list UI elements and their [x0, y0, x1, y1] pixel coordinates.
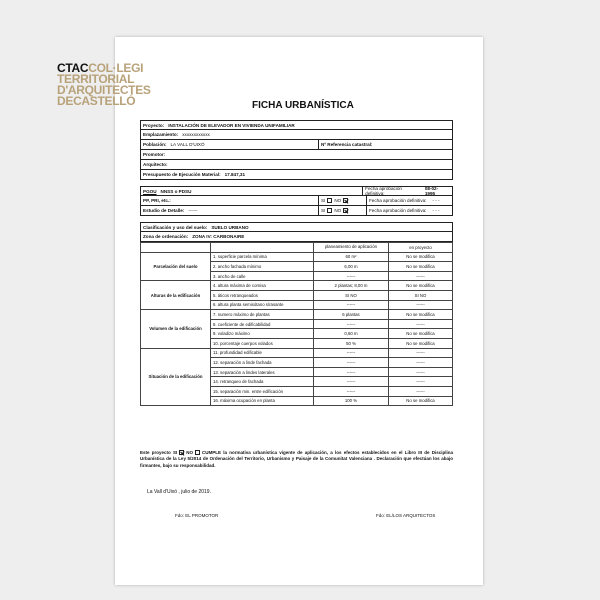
- ref-catastral-label: Nº Referencia catastral:: [321, 142, 373, 147]
- project-value: ------: [389, 358, 453, 368]
- pp-no-label: NO: [334, 198, 342, 203]
- poblacion-value: LA VALL D'UIXÓ: [170, 142, 205, 147]
- plan-value: ------: [314, 300, 389, 310]
- parameter-name: 15. separación min. entre edificación: [211, 386, 314, 396]
- plan-value: ------: [314, 271, 389, 281]
- pp-si-label: SI: [321, 198, 326, 203]
- ed-label: Estudio de Detalle:: [143, 208, 185, 213]
- logo-ctac: CTAC: [57, 61, 89, 75]
- proyecto-row: [140, 120, 453, 130]
- group-label: Volumen de la edificación: [141, 310, 211, 348]
- document-title: FICHA URBANÍSTICA: [252, 100, 354, 111]
- legal-no: NO: [186, 450, 194, 455]
- project-value: No se modifica: [389, 252, 453, 262]
- parameter-name: 12. separación a linde fachada: [211, 358, 314, 368]
- table-header: [141, 243, 453, 253]
- project-value: No se modifica: [389, 329, 453, 339]
- uso-row: [140, 222, 453, 232]
- ed-date-label: Fecha aprobación definitiva:: [369, 208, 427, 213]
- parameter-name: 14. retranqueo de fachada: [211, 377, 314, 387]
- parameter-name: 5. áticos retranqueados: [211, 290, 314, 300]
- zona-label: Zona de ordenación:: [143, 234, 189, 239]
- group-label: Parcelación del suelo: [141, 252, 211, 281]
- ed-date: - - -: [432, 208, 440, 213]
- plan-value: 0,60 m: [314, 329, 389, 339]
- table-row: [141, 252, 453, 262]
- parameters-table: [140, 242, 453, 406]
- parameter-name: 11. profundidad edificable: [211, 348, 314, 358]
- plan-value: 2 plantas; 8,00 m: [314, 281, 389, 291]
- plan-value: ------: [314, 367, 389, 377]
- pp-no-checkbox[interactable]: [343, 198, 348, 203]
- signature-promotor: Fdo: EL PROMOTOR: [175, 513, 219, 518]
- header-project: en proyecto: [389, 243, 453, 253]
- plan-value: ------: [314, 319, 389, 329]
- plan-value: 100 %: [314, 396, 389, 406]
- promotor-label: Promotor:: [143, 152, 166, 157]
- parameter-name: 9. voladizo máximo: [211, 329, 314, 339]
- place-date: La Vall d'Uixó , julio de 2019.: [147, 489, 211, 495]
- presupuesto-label: Presupuesto de Ejecución Material:: [143, 172, 221, 177]
- pp-row: [140, 196, 453, 206]
- parameter-name: 16. máxima ocupación en planta: [211, 396, 314, 406]
- project-value: No se modifica: [389, 396, 453, 406]
- ed-no-checkbox[interactable]: [343, 208, 348, 213]
- pp-si-checkbox[interactable]: [327, 198, 332, 203]
- parameter-name: 13. separación a lindes laterales: [211, 367, 314, 377]
- legal-no-checkbox[interactable]: [195, 450, 200, 455]
- table-row: [141, 281, 453, 291]
- header-empty-cell: [141, 243, 211, 253]
- legal-start: Este proyecto SI: [140, 450, 178, 455]
- poblacion-label: Población:: [143, 142, 167, 147]
- plan-value: 60 m²: [314, 252, 389, 262]
- pp-label: PP, PRI, etc.:: [143, 198, 171, 203]
- project-value: No se modifica: [389, 338, 453, 348]
- parameter-name: 4. altura máxima de cornisa: [211, 281, 314, 291]
- plan-value: 6 plantas: [314, 310, 389, 320]
- promotor-row: [140, 150, 453, 160]
- uso-label: Clasificación y uso del suelo:: [143, 224, 208, 230]
- plan-value: SI NO: [314, 290, 389, 300]
- pgou-date: 08-02-1995: [424, 186, 439, 196]
- urban-sheet: [140, 120, 453, 406]
- legal-si-checkbox[interactable]: [179, 450, 184, 455]
- presupuesto-value: 17.847,31: [224, 172, 246, 177]
- project-value: No se modifica: [389, 281, 453, 291]
- logo-colegi: COL·LEGI: [88, 61, 144, 75]
- uso-value: SUELO URBANO: [211, 224, 249, 230]
- project-value: ------: [389, 300, 453, 310]
- project-value: ------: [389, 348, 453, 358]
- project-value: No se modifica: [389, 310, 453, 320]
- plan-value: ------: [314, 386, 389, 396]
- arquitecto-row: [140, 160, 453, 170]
- ed-value: ------: [188, 208, 198, 213]
- poblacion-row: [140, 140, 453, 150]
- pgou-date-label: Fecha aprobación definitiva:: [365, 186, 402, 196]
- parameter-name: 10. porcentaje cuerpos volados: [211, 338, 314, 348]
- parameter-name: 2. ancho fachada mínimo: [211, 262, 314, 272]
- pgou-value: NNSS o PDSU: [160, 188, 192, 194]
- compliance-statement: [140, 450, 453, 469]
- proyecto-value: INSTALACIÓN DE ELEVADOR EN VIVIENDA UNIFAMILIAR: [168, 122, 295, 128]
- project-value: ------: [389, 377, 453, 387]
- parameter-name: 1. superficie parcela mínima: [211, 252, 314, 262]
- plan-value: 50 %: [314, 338, 389, 348]
- plan-value: ------: [314, 377, 389, 387]
- project-value: ------: [389, 319, 453, 329]
- legal-text: CUMPLE la normativa urbanística vigente de aplicación, a los efectos establecidos en el Libro III de Disciplina Urbanística de la Ley 5/2014 de Ordenación del Territorio, Urbanismo y Paisaje de la Comunitat Valenciana . Declaración que efectúan los abajo firmantes, bajo su responsabilidad.: [140, 450, 454, 468]
- header-plan: planeamiento de aplicación: [314, 243, 389, 253]
- parameter-name: 7. numero máximo de plantas: [211, 310, 314, 320]
- ed-no-label: NO: [334, 208, 342, 213]
- arquitecto-label: Arquitecto:: [143, 162, 168, 167]
- plan-value: ------: [314, 348, 389, 358]
- ctac-logo: [57, 63, 151, 107]
- ed-si-label: SI: [321, 208, 326, 213]
- logo-territorial: TERRITORIAL: [57, 72, 135, 86]
- pp-date-label: Fecha aprobación definitiva:: [369, 198, 427, 203]
- pgou-row: [140, 186, 453, 196]
- zona-value: ZONA IV: CARBONAIRE: [192, 234, 245, 239]
- zona-row: [140, 232, 453, 242]
- project-value: ------: [389, 367, 453, 377]
- plan-value: 6,00 m: [314, 262, 389, 272]
- project-value: No se modifica: [389, 262, 453, 272]
- emplazamiento-label: Emplazamiento:: [143, 132, 179, 137]
- project-value: ------: [389, 386, 453, 396]
- project-value: SI NO: [389, 290, 453, 300]
- table-row: [141, 310, 453, 320]
- emplazamiento-value: xxxxxxxxxxxx: [182, 132, 210, 137]
- ed-row: [140, 206, 453, 216]
- logo-castello: DECASTELLÓ: [57, 94, 136, 108]
- presupuesto-row: [140, 170, 453, 180]
- pgou-label: PGOU: [143, 188, 157, 194]
- signature-arquitectos: Fdo: EL/LOS ARQUITECTOS: [376, 513, 436, 518]
- project-value: ------: [389, 271, 453, 281]
- plan-value: ------: [314, 358, 389, 368]
- pp-date: - - -: [432, 198, 440, 203]
- parameter-name: 6. altura planta semisótano s/rasante: [211, 300, 314, 310]
- emplazamiento-row: [140, 130, 453, 140]
- table-row: [141, 348, 453, 358]
- ed-si-checkbox[interactable]: [327, 208, 332, 213]
- header-empty-cell: [211, 243, 314, 253]
- group-label: Alturas de la edificación: [141, 281, 211, 310]
- group-label: Situación de la edificación: [141, 348, 211, 406]
- logo-arquitectes: D'ARQUITECTES: [57, 83, 151, 97]
- parameter-name: 8. coeficiente de edificabilidad: [211, 319, 314, 329]
- proyecto-label: Proyecto:: [143, 122, 165, 128]
- parameter-name: 3. ancho de calle: [211, 271, 314, 281]
